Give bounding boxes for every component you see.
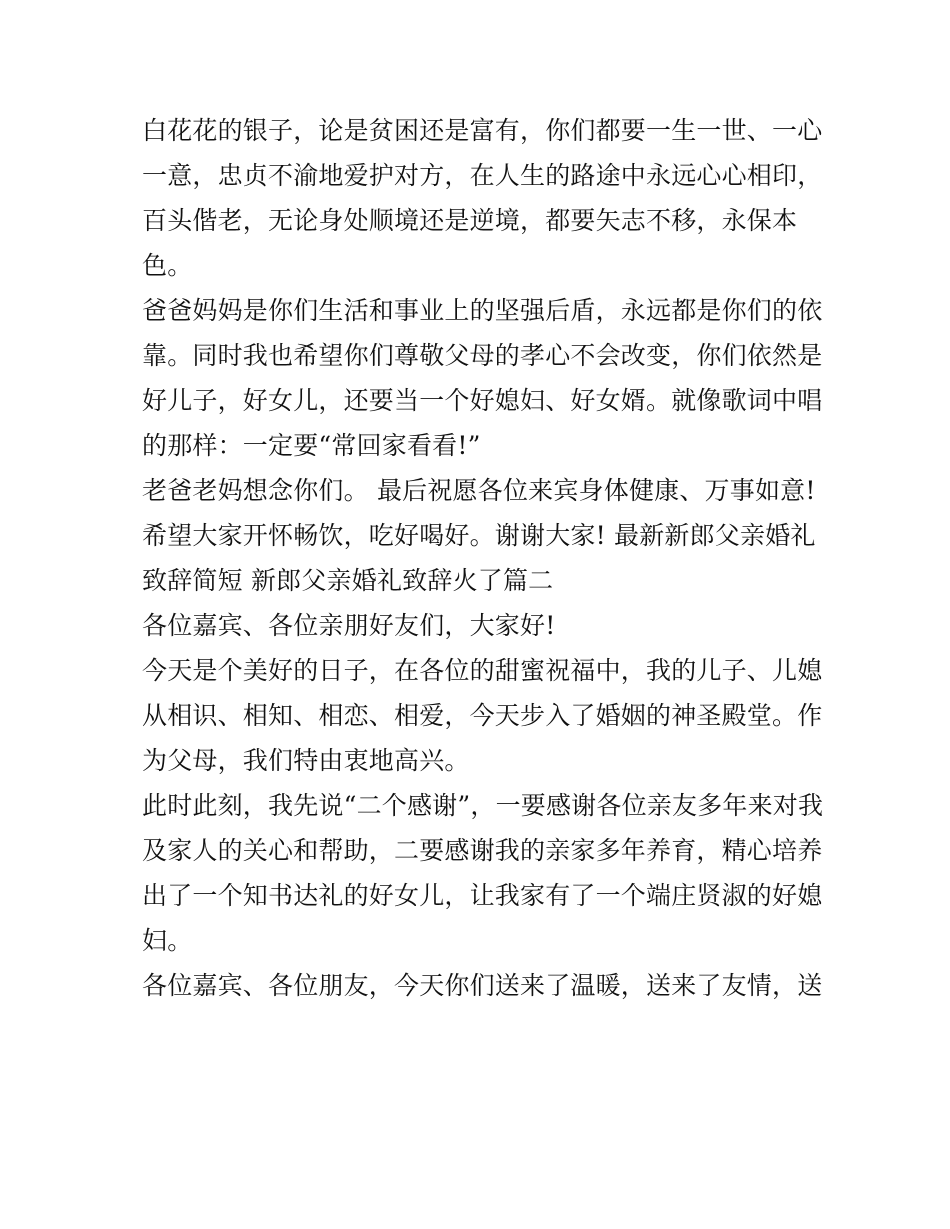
- text-line: 致辞简短 新郎父亲婚礼致辞火了篇二: [142, 566, 554, 595]
- text-line: 今天是个美好的日子，在各位的甜蜜祝福中，我的儿子、儿媳: [142, 656, 823, 685]
- text-line: 百头偕老，无论身处顺境还是逆境，都要矢志不移，永保本: [142, 206, 798, 235]
- text-line: 的那样：一定要“常回家看看!”: [142, 431, 481, 460]
- text-line: 一意，忠贞不渝地爱护对方，在人生的路途中永远心心相印，: [142, 161, 823, 190]
- text-line: 老爸老妈想念你们。 最后祝愿各位来宾身体健康、万事如意!: [142, 476, 816, 505]
- document-body: [142, 108, 822, 1008]
- text-line: 靠。同时我也希望你们尊敬父母的孝心不会改变，你们依然是: [142, 341, 823, 370]
- text-line: 为父母，我们特由衷地高兴。: [142, 746, 470, 775]
- text-line: 爸爸妈妈是你们生活和事业上的坚强后盾，永远都是你们的依: [142, 296, 823, 325]
- text-line: 及家人的关心和帮助，二要感谢我的亲家多年养育，精心培养: [142, 836, 823, 865]
- text-line: 白花花的银子，论是贫困还是富有，你们都要一生一世、一心: [142, 116, 823, 145]
- text-line: 色。: [142, 251, 193, 280]
- text-line: 各位嘉宾、各位亲朋好友们，大家好!: [142, 611, 556, 640]
- text-line: 出了一个知书达礼的好女儿，让我家有了一个端庄贤淑的好媳: [142, 881, 823, 910]
- text-line: 此时此刻，我先说“二个感谢”，一要感谢各位亲友多年来对我: [142, 791, 824, 820]
- text-line: 希望大家开怀畅饮，吃好喝好。谢谢大家! 最新新郎父亲婚礼: [142, 521, 816, 550]
- text-line: 各位嘉宾、各位朋友，今天你们送来了温暖，送来了友情，送: [142, 971, 823, 1000]
- text-line: 从相识、相知、相恋、相爱，今天步入了婚姻的神圣殿堂。作: [142, 701, 823, 730]
- text-line: 妇。: [142, 926, 193, 955]
- text-line: 好儿子，好女儿，还要当一个好媳妇、好女婿。就像歌词中唱: [142, 386, 823, 415]
